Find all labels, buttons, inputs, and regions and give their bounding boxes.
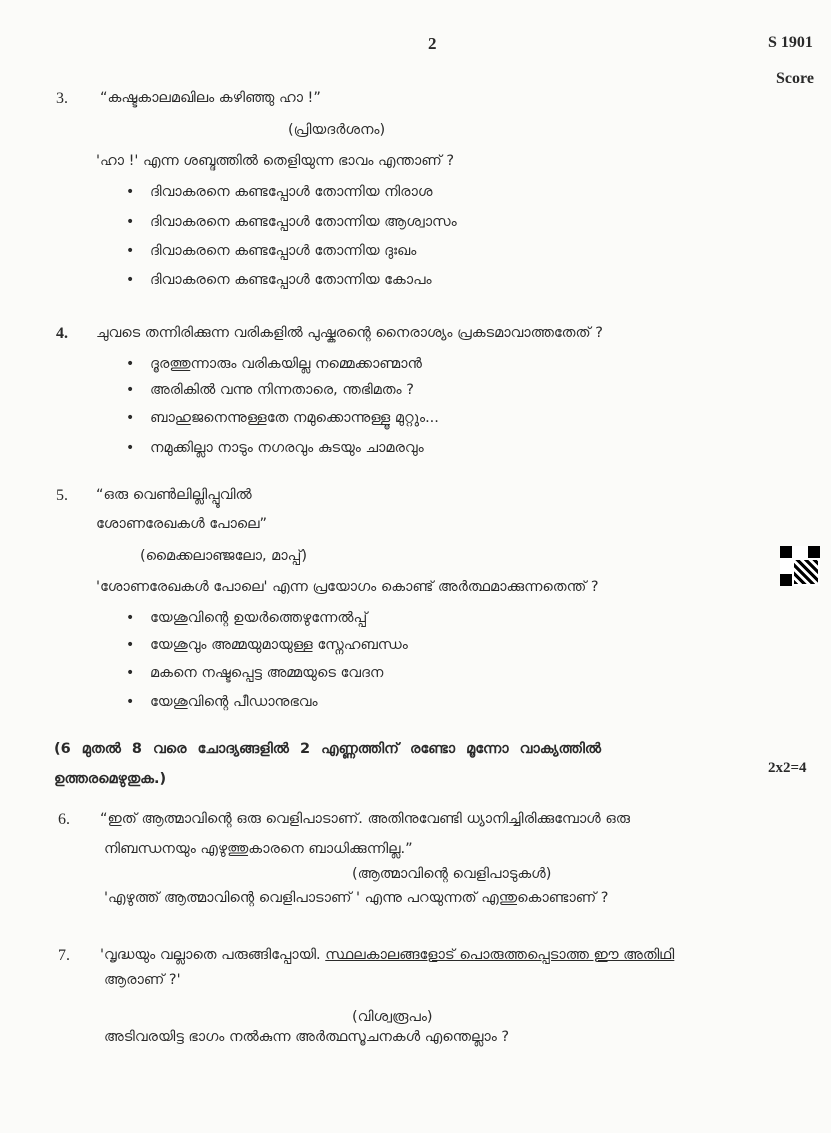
bullet: • (126, 272, 135, 288)
bullet: • (126, 440, 135, 456)
option: ദിവാകരനെ കണ്ടപ്പോൾ തോന്നിയ കോപം (150, 272, 432, 288)
bullet: • (126, 610, 135, 626)
section-marks: 2x2=4 (768, 760, 807, 776)
question-number: 3. (56, 90, 68, 107)
option: ബാഹുജനെന്നുള്ളതേ നമുക്കൊന്നുള്ളൂ മുറ്റും... (150, 410, 439, 426)
question-number: 5. (56, 487, 68, 504)
question-quote: ശോണരേഖകൾ പോലെ” (96, 516, 268, 532)
question-text: ചുവടെ തന്നിരിക്കുന്ന വരികളിൽ പുഷ്കരന്റെ നൈരാശ്യം പ്രകടമാവാത്തതേത് ? (96, 325, 603, 341)
bullet: • (126, 243, 135, 259)
source-citation: (വിശ്വരൂപം) (352, 1009, 433, 1025)
source-citation: (മൈക്കലാഞ്ജലോ, മാപ്പ്) (140, 548, 307, 564)
option: അരികിൽ വന്നു നിന്നതാരെ, ന്തഭിമതം ? (150, 382, 414, 398)
question-text: 'എഴുത്ത് ആത്മാവിന്റെ വെളിപാടാണ് ' എന്നു പറയുന്നത് എന്തുകൊണ്ടാണ് ? (104, 890, 609, 906)
section-instruction: ഉത്തരമെഴുതുക.) (54, 771, 167, 787)
qr-code (780, 546, 820, 586)
score-label: Score (776, 70, 814, 87)
question-quote: “കഷ്ടകാലമഖിലം കഴിഞ്ഞു ഹാ !” (100, 90, 321, 106)
option: യേശുവിന്റെ പീഡാനുഭവം (150, 694, 318, 710)
question-text: 'ശോണരേഖകൾ പോലെ' എന്ന പ്രയോഗം കൊണ്ട് അർത്ഥമാക്കുന്നതെന്ത് ? (96, 579, 599, 595)
option: ദിവാകരനെ കണ്ടപ്പോൾ തോന്നിയ ദുഃഖം (150, 243, 417, 259)
question-quote: “ഇത് ആത്മാവിന്റെ ഒരു വെളിപാടാണ്. അതിനുവേണ്ടി ധ്യാനിച്ചിരിക്കുമ്പോൾ ഒരു (100, 811, 630, 827)
source-citation: (ആത്മാവിന്റെ വെളിപാടുകൾ) (352, 866, 552, 882)
section-instruction: (6 മുതൽ 8 വരെ ചോദ്യങ്ങളിൽ 2 എണ്ണത്തിന് രണ്ടോ മൂന്നോ വാക്യത്തിൽ (54, 741, 602, 757)
bullet: • (126, 356, 135, 372)
bullet: • (126, 637, 135, 653)
source-citation: (പ്രിയദർശനം) (288, 122, 386, 138)
option: നമുക്കില്ലാ നാടും നഗരവും കുടയും ചാമരവും (150, 440, 424, 456)
option: യേശുവിന്റെ ഉയർത്തെഴുന്നേൽപ്പ് (150, 610, 368, 626)
bullet: • (126, 382, 135, 398)
option: മകനെ നഷ്ടപ്പെട്ട അമ്മയുടെ വേദന (150, 665, 384, 681)
question-number: 6. (58, 811, 70, 828)
question-text: അടിവരയിട്ട ഭാഗം നൽകുന്ന അർത്ഥസൂചനകൾ എന്തെല്ലാം ? (104, 1029, 510, 1045)
option: ദിവാകരനെ കണ്ടപ്പോൾ തോന്നിയ ആശ്വാസം (150, 214, 457, 230)
page-number: 2 (428, 34, 437, 53)
quote-underlined: സ്ഥലകാലങ്ങളോട് പൊരുത്തപ്പെടാത്ത ഈ അതിഥി (325, 947, 675, 963)
question-quote: “ഒരു വെൺലില്ലിപ്പൂവിൽ (96, 487, 252, 503)
option: ദിവാകരനെ കണ്ടപ്പോൾ തോന്നിയ നിരാശ (150, 184, 433, 200)
bullet: • (126, 214, 135, 230)
option: യേശുവും അമ്മയുമായുള്ള സ്നേഹബന്ധം (150, 637, 408, 653)
option: ദൂരത്തുന്നാരും വരികയില്ല നമ്മെക്കാണ്മാൻ (150, 356, 422, 372)
question-number: 7. (58, 947, 70, 964)
question-quote: നിബന്ധനയും എഴുത്തുകാരനെ ബാധിക്കുന്നില്ല.” (104, 841, 413, 857)
question-quote (100, 947, 674, 963)
quote-plain: 'വൃദ്ധയും വല്ലാതെ പരുങ്ങിപ്പോയി. (100, 947, 326, 963)
bullet: • (126, 410, 135, 426)
bullet: • (126, 665, 135, 681)
question-text: 'ഹാ !' എന്ന ശബ്ദത്തിൽ തെളിയുന്ന ഭാവം എന്താണ് ? (96, 153, 455, 169)
bullet: • (126, 184, 135, 200)
question-number: 4. (56, 325, 68, 342)
question-quote: ആരാണ് ?' (104, 972, 181, 988)
bullet: • (126, 694, 135, 710)
paper-code: S 1901 (768, 34, 813, 51)
